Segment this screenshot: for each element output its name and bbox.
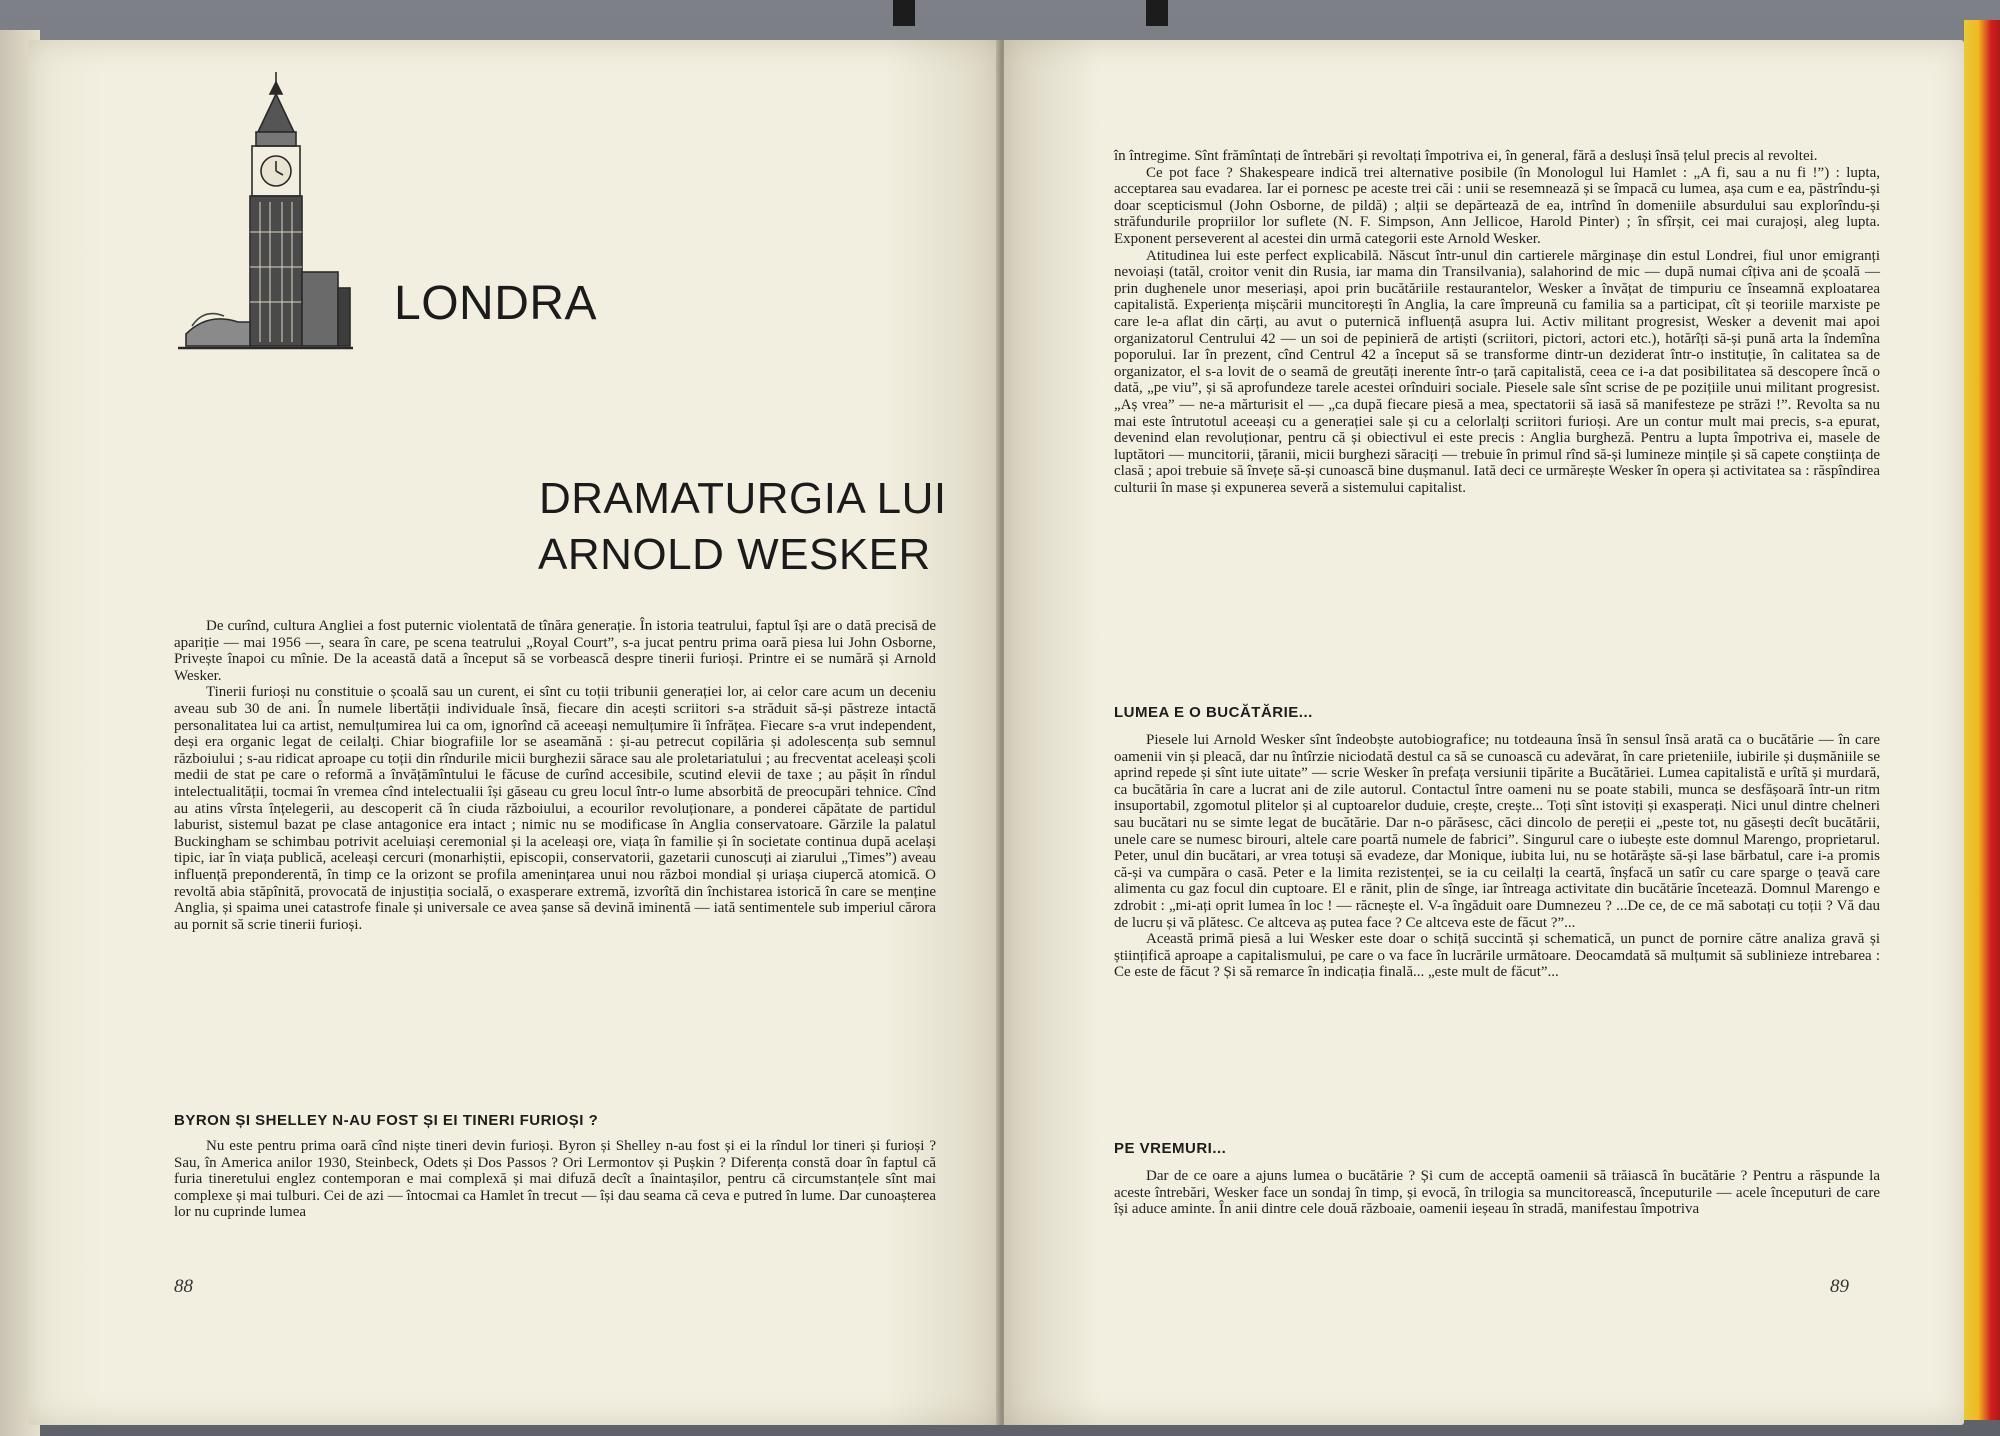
city-title: LONDRA: [394, 277, 598, 330]
intro-text: [174, 618, 936, 933]
right-paragraph: în întregime. Sînt frămîntați de întrebări și revoltați împotriva ei, în general, fără a desluși însă țelul precis al revoltei.: [1114, 148, 1818, 164]
right-page: [1004, 40, 1964, 1425]
section2-paragraph: Piesele lui Arnold Wesker sînt îndeobște autobiografice; nu totdeauna însă în sensul însă arată ca o bucătărie — în care oamenii vin și pleacă, dar nu întîrzie niciodată destul ca să se cunoască cu adevărat, în care prieteniile, iubirile și dușmăniile se aprind repede și sînt iute uitate” — scrie Wesker în prefața versiunii tipărite a Bucătăriei. Lumea capitalistă e urîtă și murdară, ca bucătăria în care a lucrat ani de zile autorul. Contactul între oameni nu se poate stabili, munca se desfășoară într-un ritm insuportabil, zgomotul plitelor și al cuptoarelor duduie, crește, crește... Toți sînt istoviți și exasperați. Nici unul dintre chelneri sau bucătari nu se simte legat de bucătărie. Dar n-o părăsesc, căci dincolo de pereții ei „peste tot, nu găsești decît bucătării, unele care se numesc birouri, altele care poartă numele de fabrici”. Singurul care o iubește este domnul Marengo, proprietarul. Peter, unul din bucătari, ar vrea totuși să evadeze, dar Monique, iubita lui, nu se hotărăște să-și lase bărbatul, care i-a promis că-și va cumpăra o casă. Peter e la limita rezistenței, se ia cu ceilalți la ceartă, înșfacă un satîr cu care sparge o țeavă care alimenta cu gaz focul din cuptoare. El e rănit, plin de sînge, iar întreaga activitate din bucătărie încetează. Domnul Marengo e zdrobit : „mi-ați oprit lumea în loc ! — răcnește el. V-a îngăduit oare Dumnezeu ? ...De ce, de ce mă sabotați cu toții ? Vă dau de lucru și vă plătesc. Ce altceva aș putea face ? Ce altceva este de făcut ?”...: [1114, 732, 1880, 931]
page-number-left: 88: [174, 1276, 193, 1297]
right-page-colored-edge: [1964, 20, 2000, 1420]
article-title-line2: ARNOLD WESKER: [538, 530, 931, 579]
section-heading-kitchen: LUMEA E O BUCĂTĂRIE...: [1114, 704, 1313, 721]
section-heading-byron-shelley: BYRON ȘI SHELLEY N-AU FOST ȘI EI TINERI FURIOȘI ?: [174, 1112, 599, 1129]
section1-paragraph: Nu este pentru prima oară cînd niște tineri devin furioși. Byron și Shelley n-au fost și ei la rîndul lor tineri și furioși ? Sau, în America anilor 1930, Steinbeck, Odets și Dos Passos ? Ori Lermontov și Pușkin ? Diferența constă doar în faptul că furia tineretului englez contemporan e mai complexă și mai difuză decît a înaintașilor, pentru că circumstanțele sînt mai complexe și mai tulburi. Cei de azi — întocmai ca Hamlet în trecut — își dau seama că ceva e putred în lume. Dar cunoașterea lor nu cuprinde lumea: [174, 1138, 936, 1221]
bookmark-tab-left: [893, 0, 915, 26]
right-paragraph: Ce pot face ? Shakespeare indică trei alternative posibile (în Monologul lui Hamlet : „A fi, sau a nu fi !”) : lupta, acceptarea sau evadarea. Iar ei pornesc pe aceste trei căi : unii se resemnează și se împacă cu lumea, așa cum e ea, păstrîndu-și doar scepticismul (John Osborne, de pildă) ; alții se depărtează de ea, intrînd în domeniile absurdului sau explorîndu-și străfundurile propriilor lor suflete (N. F. Simpson, Ann Jellicoe, Harold Pinter) ; în sfîrșit, cei mai curajoși, aleg lupta. Exponent perseverent al acestei din urmă categorii este Arnold Wesker.: [1114, 164, 1880, 247]
intro-paragraph: De curînd, cultura Angliei a fost puternic violentată de tînăra generație. În istoria teatrului, faptul își are o dată precisă de apariție — mai 1956 —, seara în care, pe scena teatrului „Royal Court”, s-a jucat pentru prima oară piesa lui John Osborne, Privește înapoi cu mînie. De la această dată a început să se vorbească despre tinerii furioși. Printre ei se numără și Arnold Wesker.: [174, 618, 936, 684]
section2-text: [1114, 732, 1880, 981]
section2-paragraph: Această primă piesă a lui Wesker este doar o schiță succintă și schematică, un punct de pornire către analiza gravă și științifică aproape a capitalismului, pe care o va face în lucrările următoare. Deocamdată să mulțumit să sublinieze intrebarea : Ce este de făcut ? Și să remarce în indicația finală... „este mult de făcut”...: [1114, 931, 1880, 981]
left-page: [28, 40, 1000, 1425]
intro-paragraph: Tinerii furioși nu constituie o școală sau un curent, ei sînt cu toții tribunii generației lor, ai celor care acum un deceniu aveau sub 30 de ani. În numele libertății individuale însă, fiecare din acești scriitori s-a străduit să-și păstreze intactă personalitatea lui ca artist, nemulțumirea lui ca om, ignorînd că aceeași nemulțumire îi înfrățea. Fiecare s-a vrut independent, deși era organic legat de ceilalți. Chiar biografiile lor se aseamănă : și-au petrecut copilăria și adolescența sub semnul războiului ; s-au ridicat aproape cu toții din rîndurile micii burghezii sărace sau ale proletariatului ; au frecventat aceleași școli medii de stat pe care o reformă a învățămîntului le făcuse de curînd accesibile, scutind elevii de taxe ; au pășit în rîndul intelectualității, tocmai în vremea cînd intelectualii își găseau cu greu locul într-o lume absorbită de preocupări tehnice. Cînd au atins vîrsta înțelegerii, au descoperit că în ciuda războiului, a ecourilor revoluționare, a ponderei căpătate de partidul laburist, sistemul bazat pe clase antagonice era intact ; nimic nu se modificase în Anglia conservatoare. Gărzile la palatul Buckingham se schimbau potrivit aceluiași ceremonial și la aceleași ore, viața în familie și în societate continua după același tipic, iar în viața publică, aceleași cercuri (monarhiștii, episcopii, conservatorii, gazetarii cunoscuți ai ziarului „Times”) aveau influență preponderentă, în timp ce la orizont se profila amenințarea unui nou război mondial și uriașa ciupercă atomică. O revoltă abia stăpînită, provocată de injustiția socială, o exasperare extremă, izvorîtă din închistarea istorică în care se menține Anglia, și spaima unei catastrofe finale și universale ce avea șanse să devină iminentă — iată sentimentele sub imperiul cărora au pornit să scrie tinerii furioși.: [174, 684, 936, 933]
section1-text: [174, 1138, 936, 1221]
section3-paragraph: Dar de ce oare a ajuns lumea o bucătărie ? Și cum de acceptă oamenii să trăiască în bucătărie ? Pentru a răspunde la aceste întrebări, Wesker face un sondaj în timp, și evocă, în trilogia sa muncitorească, începuturile — acele începuturi de care își aduce aminte. În anii dintre cele două războaie, oamenii ieșeau în stradă, manifestau împotriva: [1114, 1168, 1880, 1218]
page-number-right: 89: [1830, 1276, 1849, 1297]
section3-text: [1114, 1168, 1880, 1218]
right-paragraph: Atitudinea lui este perfect explicabilă. Născut într-unul din cartierele mărginașe din estul Londrei, fiul unor emigranți nevoiași (tatăl, croitor venit din Rusia, iar mama din Transilvania), salahorind de mic — după numai cîțiva ani de școală — prin dughenele unor meseriași, apoi prin bucătăriile restaurantelor, Wesker a învățat de timpuriu ce înseamnă exploatarea capitalistă. Experiența mișcării muncitorești în Anglia, la care împreună cu familia sa a participat, cît și teoriile marxiste pe care le-a aflat din cărți, au avut o puternică influență asupra lui. Activ militant progresist, Wesker a devenit mai apoi organizatorul Centrului 42 — un soi de pepinieră de artiști (scriitori, pictori, actori etc.), hotărîți să-și pună arta la îndemîna poporului. Iar în prezent, cînd Centrul 42 a început să se transforme dintr-un deziderat într-o instituție, în calitatea sa de organizator, el s-a lovit de o seamă de greutăți inerente într-o țară capitalistă, ceea ce i-a dat posibilitatea să descopere încă o dată, „pe viu”, și să aprofundeze tarele acestei orînduiri sociale. Piesele sale sînt scrise de pe pozițiile unui militant progresist. „Aș vrea” — ne-a mărturisit el — „ca după fiecare piesă a mea, spectatorii să iasă să manifesteze pe străzi !”. Revolta sa nu mai este întrutotul aceeași cu a generației sale și cu a celorlalți scriitori furioși. Are un contur mult mai precis, s-a epurat, devenind elan revoluționar, pentru că și obiectivul ei este precis : Anglia burgheză. Pentru a lupta împotriva ei, masele de luptători — muncitorii, țăranii, micii burghezi săraciți — trebuie în primul rînd să-și lumineze mințile și să capete conștiința de clasă ; apoi trebuie să învețe să-și cunoască bine dușmanul. Iată deci ce urmărește Wesker în opera și activitatea sa : răspîndirea culturii în mase și expunerea severă a sistemului capitalist.: [1114, 247, 1880, 496]
bookmark-tab-right: [1146, 0, 1168, 26]
article-title-line1: DRAMATURGIA LUI: [539, 474, 947, 523]
right-top-text: [1114, 148, 1880, 496]
section-heading-once-upon: PE VREMURI...: [1114, 1140, 1227, 1157]
